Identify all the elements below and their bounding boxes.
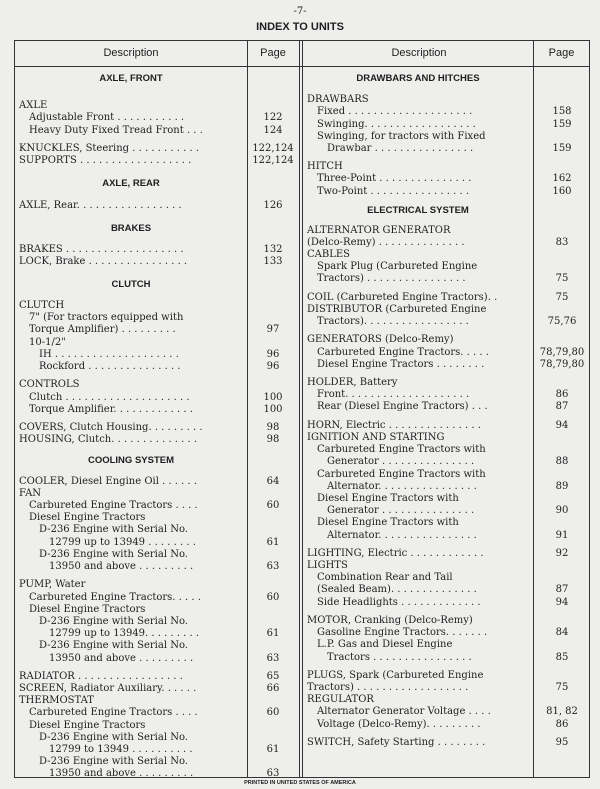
entry-description: SCREEN, Radiator Auxiliary. . . . . . <box>19 683 197 695</box>
entry-description: Diesel Engine Tractors . . . . . . . . <box>317 358 485 370</box>
index-table <box>14 40 590 778</box>
entry-description: Combination Rear and Tail <box>317 572 453 584</box>
entry-description: PUMP, Water <box>19 579 86 591</box>
entry-description: Voltage (Delco-Remy). . . . . . . . . <box>317 718 481 730</box>
entry-description: HOLDER, Battery <box>307 377 398 389</box>
entry-page-number: 75,76 <box>547 316 577 328</box>
entry-page-number: 86 <box>555 718 569 730</box>
entry-page-number: 92 <box>555 547 569 559</box>
entry-description: SUPPORTS . . . . . . . . . . . . . . . . . . <box>19 155 192 167</box>
entry-description: HORN, Electric . . . . . . . . . . . . . . . <box>307 419 481 431</box>
section-heading: ELECTRICAL SYSTEM <box>367 204 469 216</box>
entry-description: Carbureted Engine Tractors . . . . <box>29 707 198 719</box>
entry-description: (Delco-Remy) . . . . . . . . . . . . . . <box>307 236 465 248</box>
section-heading: DRAWBARS AND HITCHES <box>356 73 480 84</box>
entry-description: D-236 Engine with Serial No. <box>39 524 188 536</box>
entry-description: AXLE <box>19 100 48 112</box>
entry-description: PLUGS, Spark (Carbureted Engine <box>307 669 484 681</box>
entry-description: CLUTCH <box>19 300 65 312</box>
entry-description: Gasoline Engine Tractors. . . . . . . <box>317 627 488 639</box>
entry-description: Tractors) . . . . . . . . . . . . . . . . <box>317 273 466 285</box>
entry-description: 7" (For tractors equipped with <box>29 312 184 324</box>
entry-description: 13950 and above . . . . . . . . . <box>49 768 194 780</box>
entry-description: Tractors) . . . . . . . . . . . . . . . . . . <box>307 682 469 694</box>
section-heading: BRAKES <box>110 222 152 234</box>
entry-description: Diesel Engine Tractors with <box>317 517 459 529</box>
entry-description: Alternator. . . . . . . . . . . . . . . . <box>327 529 477 541</box>
entry-page-number: 60 <box>266 500 280 512</box>
entry-description: Side Headlights . . . . . . . . . . . . . <box>317 596 481 608</box>
entry-description: D-236 Engine with Serial No. <box>39 640 188 652</box>
entry-page-number: 159 <box>552 118 572 130</box>
entry-page-number: 89 <box>555 480 569 492</box>
entry-page-number: 83 <box>555 236 569 248</box>
entry-page-number: 90 <box>555 505 569 517</box>
page-number: -7- <box>293 6 307 17</box>
entry-page-number: 96 <box>266 348 280 360</box>
entry-page-number: 75 <box>555 682 569 694</box>
entry-page-number: 78,79,80 <box>539 358 585 370</box>
entry-page-number: 60 <box>266 707 280 719</box>
entry-description: 12799 up to 13949 . . . . . . . . <box>49 536 196 548</box>
entry-page-number: 60 <box>266 591 280 603</box>
column-divider-b <box>302 41 303 777</box>
entry-description: Three-Point . . . . . . . . . . . . . . . <box>317 173 472 185</box>
entry-description: D-236 Engine with Serial No. <box>39 756 188 768</box>
entry-description: THERMOSTAT <box>19 695 94 707</box>
entry-page-number: 126 <box>263 200 283 212</box>
entry-page-number: 63 <box>266 652 280 664</box>
entry-description: Tractors). . . . . . . . . . . . . . . . . <box>317 316 469 328</box>
entry-description: Diesel Engine Tractors with <box>317 492 459 504</box>
entry-page-number: 97 <box>266 324 280 336</box>
entry-description: 10-1/2" <box>29 336 66 348</box>
entry-description: L.P. Gas and Diesel Engine <box>317 639 453 651</box>
entry-page-number: 87 <box>555 401 569 413</box>
entry-page-number: 160 <box>552 185 572 197</box>
entry-page-number: 64 <box>266 475 280 487</box>
entry-page-number: 122,124 <box>252 142 294 154</box>
entry-page-number: 122 <box>263 112 283 124</box>
entry-description: Carbureted Engine Tractors with <box>317 444 486 456</box>
entry-description: Carbureted Engine Tractors . . . . <box>29 500 198 512</box>
entry-description: D-236 Engine with Serial No. <box>39 731 188 743</box>
entry-page-number: 94 <box>555 419 569 431</box>
column-divider-a <box>299 41 300 777</box>
entry-page-number: 78,79,80 <box>539 346 585 358</box>
entry-description: Two-Point . . . . . . . . . . . . . . . . <box>317 185 469 197</box>
entry-description: Generator . . . . . . . . . . . . . . . <box>327 505 475 517</box>
entry-description: Diesel Engine Tractors <box>29 603 146 615</box>
entry-page-number: 84 <box>555 627 569 639</box>
entry-page-number: 158 <box>552 106 572 118</box>
entry-page-number: 91 <box>555 529 569 541</box>
entry-description: 12799 to 13949 . . . . . . . . . . <box>49 744 193 756</box>
entry-description: CONTROLS <box>19 379 80 391</box>
entry-page-number: 63 <box>266 561 280 573</box>
entry-description: Spark Plug (Carbureted Engine <box>317 261 478 273</box>
entry-page-number: 61 <box>266 536 280 548</box>
entry-description: HITCH <box>307 161 343 173</box>
entry-description: D-236 Engine with Serial No. <box>39 615 188 627</box>
entry-page-number: 66 <box>266 683 280 695</box>
entry-description: Diesel Engine Tractors <box>29 719 146 731</box>
entry-description: Diesel Engine Tractors <box>29 512 146 524</box>
printed-footer: PRINTED IN UNITED STATES OF AMERICA <box>244 780 356 786</box>
entry-description: Adjustable Front . . . . . . . . . . . <box>29 112 185 124</box>
entry-description: Swinging, for tractors with Fixed <box>317 130 486 142</box>
entry-page-number: 159 <box>552 142 572 154</box>
entry-description: LIGHTS <box>307 560 348 572</box>
entry-page-number: 95 <box>555 736 569 748</box>
entry-page-number: 88 <box>555 456 569 468</box>
right-description-header: Description <box>391 47 447 59</box>
entry-description: Tractors . . . . . . . . . . . . . . . . <box>327 651 472 663</box>
entry-description: SWITCH, Safety Starting . . . . . . . . <box>307 736 486 748</box>
entry-description: CABLES <box>307 248 351 260</box>
entry-page-number: 65 <box>266 670 280 682</box>
entry-page-number: 94 <box>555 596 569 608</box>
entry-page-number: 85 <box>555 651 569 663</box>
entry-page-number: 133 <box>263 256 283 268</box>
entry-description: Clutch . . . . . . . . . . . . . . . . . . . . <box>29 391 190 403</box>
entry-page-number: 124 <box>263 124 283 136</box>
entry-description: Carbureted Engine Tractors with <box>317 468 486 480</box>
entry-page-number: 61 <box>266 744 280 756</box>
entry-description: IH . . . . . . . . . . . . . . . . . . . . <box>39 348 179 360</box>
entry-description: 13950 and above . . . . . . . . . <box>49 652 194 664</box>
entry-description: Carbureted Engine Tractors. . . . . <box>29 591 201 603</box>
section-heading: AXLE, REAR <box>102 177 160 189</box>
entry-page-number: 61 <box>266 628 280 640</box>
left-description-header: Description <box>103 47 159 59</box>
entry-description: GENERATORS (Delco-Remy) <box>307 334 454 346</box>
entry-description: Swinging. . . . . . . . . . . . . . . . . . <box>317 118 476 130</box>
entry-page-number: 96 <box>266 361 280 373</box>
entry-description: IGNITION AND STARTING <box>307 431 445 443</box>
entry-page-number: 162 <box>552 173 572 185</box>
entry-description: COVERS, Clutch Housing. . . . . . . . . <box>19 422 203 434</box>
entry-page-number: 98 <box>266 434 280 446</box>
entry-description: Generator . . . . . . . . . . . . . . . <box>327 456 475 468</box>
entry-description: Carbureted Engine Tractors. . . . . <box>317 346 489 358</box>
section-heading: AXLE, FRONT <box>99 73 163 84</box>
entry-page-number: 63 <box>266 768 280 780</box>
entry-description: AXLE, Rear. . . . . . . . . . . . . . . . . <box>19 200 182 212</box>
entry-page-number: 87 <box>555 584 569 596</box>
entry-description: COIL (Carbureted Engine Tractors). . <box>307 291 498 303</box>
entry-description: Heavy Duty Fixed Tread Front . . . <box>29 124 203 136</box>
entry-description: DISTRIBUTOR (Carbureted Engine <box>307 303 487 315</box>
entry-description: 12799 up to 13949. . . . . . . . . <box>49 628 200 640</box>
entry-description: (Sealed Beam). . . . . . . . . . . . . . <box>317 584 477 596</box>
entry-description: Rockford . . . . . . . . . . . . . . . <box>39 361 181 373</box>
entry-description: REGULATOR <box>307 694 374 706</box>
section-heading: CLUTCH <box>111 278 151 290</box>
entry-description: Alternator Generator Voltage . . . . <box>317 706 491 718</box>
entry-page-number: 100 <box>263 391 283 403</box>
entry-description: Rear (Diesel Engine Tractors) . . . <box>317 401 488 413</box>
entry-description: HOUSING, Clutch. . . . . . . . . . . . . . <box>19 434 198 446</box>
entry-description: Torque Amplifier) . . . . . . . . . <box>29 324 176 336</box>
entry-page-number: 98 <box>266 422 280 434</box>
right-page-header: Page <box>548 47 575 59</box>
section-heading: COOLING SYSTEM <box>87 454 175 466</box>
entry-description: DRAWBARS <box>307 94 369 106</box>
entry-page-number: 122,124 <box>252 155 294 167</box>
entry-description: ALTERNATOR GENERATOR <box>307 224 451 236</box>
entry-page-number: 86 <box>555 389 569 401</box>
entry-description: KNUCKLES, Steering . . . . . . . . . . . <box>19 142 200 154</box>
entry-description: 13950 and above . . . . . . . . . <box>49 561 194 573</box>
entry-description: Torque Amplifier. . . . . . . . . . . . . <box>29 403 193 415</box>
entry-description: Alternator. . . . . . . . . . . . . . . . <box>327 480 477 492</box>
entry-description: BRAKES . . . . . . . . . . . . . . . . . . . <box>19 244 184 255</box>
entry-page-number: 100 <box>263 403 283 415</box>
entry-description: D-236 Engine with Serial No. <box>39 548 188 560</box>
entry-page-number: 132 <box>263 244 283 255</box>
entry-description: MOTOR, Cranking (Delco-Remy) <box>307 614 473 626</box>
entry-page-number: 75 <box>555 291 569 303</box>
left-page-header: Page <box>260 47 286 59</box>
entry-description: Fixed . . . . . . . . . . . . . . . . . . . . <box>317 106 473 118</box>
entry-description: LIGHTING, Electric . . . . . . . . . . . . <box>307 547 484 559</box>
entry-description: Drawbar . . . . . . . . . . . . . . . . <box>327 142 474 154</box>
entry-description: Front. . . . . . . . . . . . . . . . . . . . <box>317 389 470 401</box>
entry-page-number: 81, 82 <box>546 706 578 718</box>
entry-description: FAN <box>19 487 42 499</box>
page-title: INDEX TO UNITS <box>256 21 344 33</box>
entry-description: LOCK, Brake . . . . . . . . . . . . . . . . <box>19 256 188 268</box>
entry-description: COOLER, Diesel Engine Oil . . . . . . <box>19 475 198 487</box>
entry-description: RADIATOR . . . . . . . . . . . . . . . . . <box>19 670 183 682</box>
entry-page-number: 75 <box>555 273 569 285</box>
